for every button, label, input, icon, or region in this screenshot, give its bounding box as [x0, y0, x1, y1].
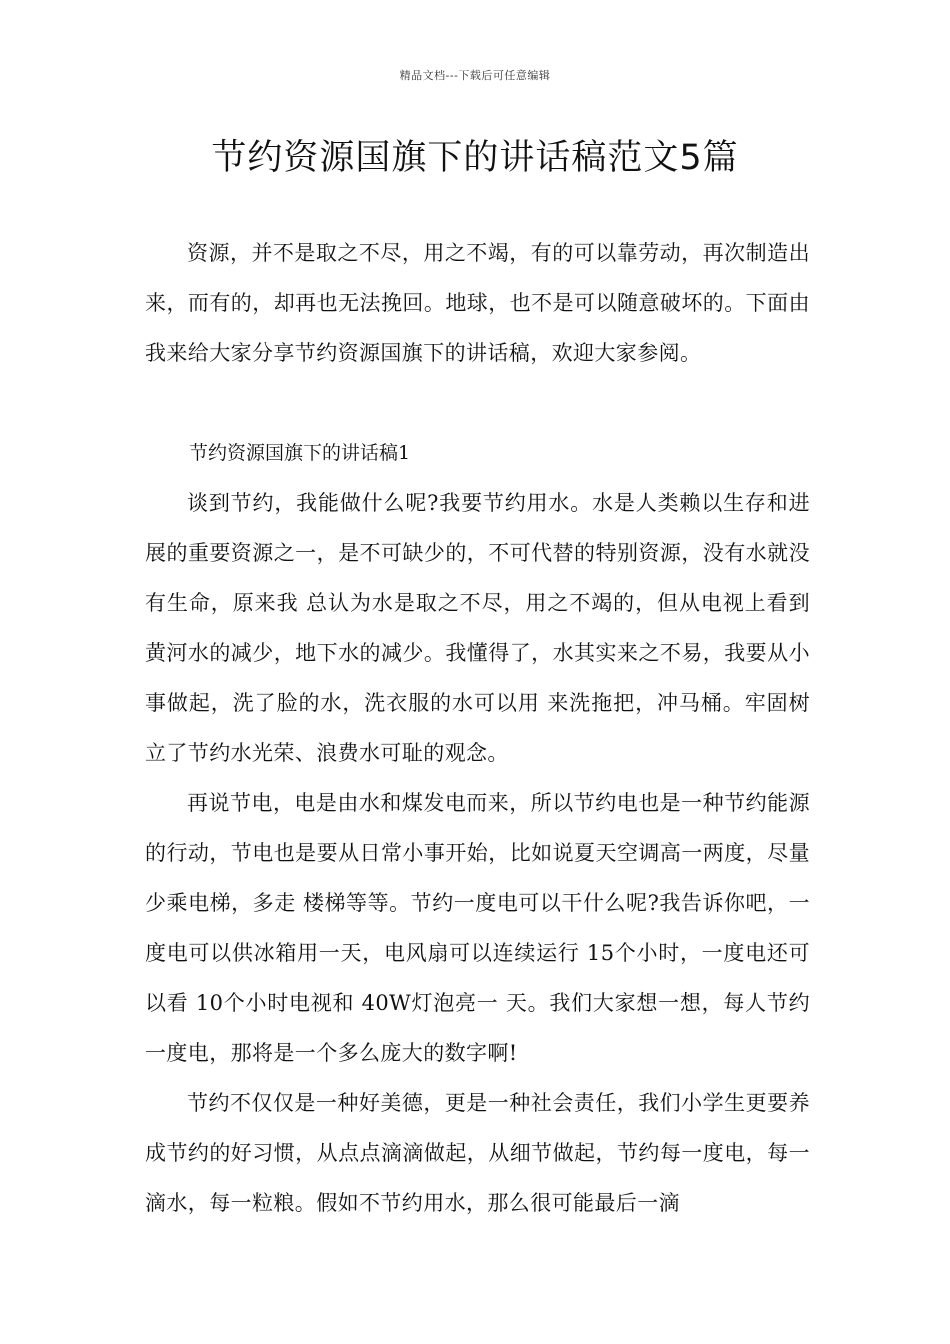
- header-note: 精品文档---下载后可任意编辑: [399, 69, 551, 82]
- body-paragraph: 谈到节约，我能做什么呢?我要节约用水。水是人类赖以生存和进展的重要资源之一，是不可缺少的，不可代替的特别资源，没有水就没有生命，原来我 总认为水是取之不尽，用之不竭的，但从电视上看到黄河水的减少，地下水的减少。我懂得了，水其实来之不易，我要从小事做起，洗了脸的水，洗衣服的水可以用 来洗拖把，冲马桶。牢固树立了节约水光荣、浪费水可耻的观念。: [145, 491, 810, 765]
- body-paragraph: 再说节电，电是由水和煤发电而来，所以节约电也是一种节约能源的行动，节电也是要从日常小事开始，比如说夏天空调高一两度，尽量少乘电梯，多走 楼梯等等。节约一度电可以干什么呢?我告诉你吧，一度电可以供冰箱用一天，电风扇可以连续运行 15个小时，一度电还可以看 10个小时电视和 40W灯泡亮一 天。我们大家想一想，每人节约一度电，那将是一个多么庞大的数字啊!: [145, 791, 810, 1065]
- intro-paragraph: 资源，并不是取之不尽，用之不竭，有的可以靠劳动，再次制造出来，而有的，却再也无法挽回。地球，也不是可以随意破坏的。下面由我来给大家分享节约资源国旗下的讲话稿，欢迎大家参阅。: [145, 241, 810, 365]
- document-body: [145, 228, 810, 1228]
- body-paragraph: 节约不仅仅是一种好美德，更是一种社会责任，我们小学生更要养成节约的好习惯，从点点滴滴做起，从细节做起，节约每一度电，每一滴水，每一粒粮。假如不节约用水，那么很可能最后一滴: [145, 1091, 810, 1215]
- document-title: 节约资源国旗下的讲话稿范文5篇: [211, 138, 739, 178]
- section-heading: 节约资源国旗下的讲话稿1: [189, 442, 411, 464]
